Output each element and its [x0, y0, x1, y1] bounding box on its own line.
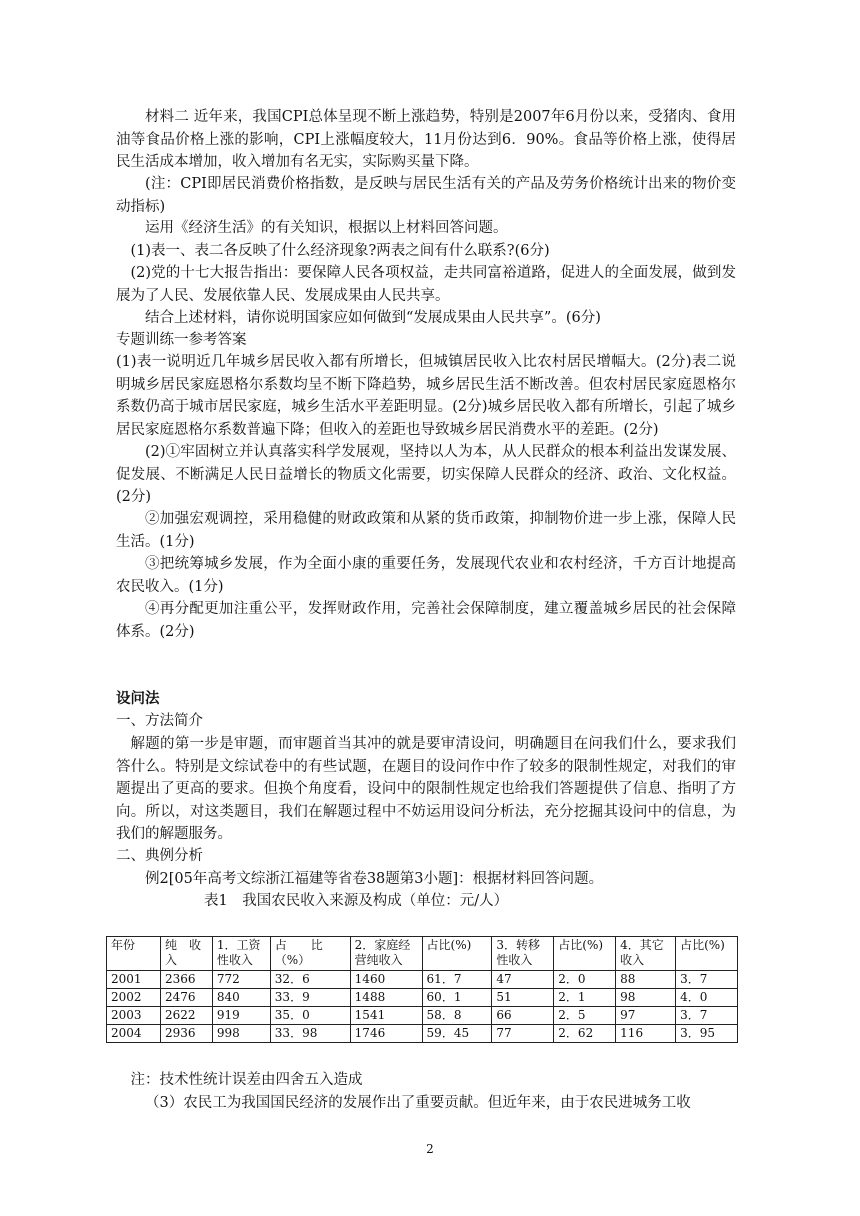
- table-cell: 35．0: [270, 1007, 350, 1025]
- method-intro-paragraph: 解题的第一步是审题，而审题首当其冲的就是要审清设问，明确题目在问我们什么，要求我们答什么。特别是文综试卷中的有些试题，在题目的设问作中作了较多的限制性规定，对我们的审题提出了更高的要求。但换个角度看，设问中的限制性规定也给我们答题提供了信息、指明了方向。所以，对这类题目，我们在解题过程中不妨运用设问分析法，充分挖掘其设问中的信息，为我们的解题服务。: [116, 736, 736, 842]
- table-cell: 32．6: [270, 971, 350, 989]
- subsection-example-analysis: 二、典例分析: [116, 848, 203, 864]
- header-cell: 占比(%): [676, 937, 738, 971]
- table-cell: 2004: [107, 1025, 161, 1043]
- table-cell: 77: [492, 1025, 554, 1043]
- header-cell: 占比(%): [422, 937, 492, 971]
- table-cell: 2002: [107, 989, 161, 1007]
- answer-two-point-four: ④再分配更加注重公平，发挥财政作用，完善社会保障制度，建立覆盖城乡居民的社会保障体系。(2分): [116, 601, 736, 640]
- table-cell: 2366: [160, 971, 212, 989]
- question-one: (1)表一、表二各反映了什么经济现象?两表之间有什么联系?(6分): [130, 243, 550, 259]
- table-cell: 2．62: [554, 1025, 616, 1043]
- table-cell: 88: [616, 971, 676, 989]
- header-cell: 3．转移性收入: [492, 937, 554, 971]
- table-cell: 2．1: [554, 989, 616, 1007]
- table-row: [107, 989, 738, 1007]
- farmer-income-table: [106, 936, 738, 1043]
- table-cell: 116: [616, 1025, 676, 1043]
- header-cell: 年份: [107, 937, 161, 971]
- header-cell: 占 比（%）: [270, 937, 350, 971]
- page-number: 2: [426, 1142, 434, 1156]
- question-three-intro: （3）农民工为我国国民经济的发展作出了重要贡献。但近年来，由于农民进城务工收: [145, 1095, 691, 1111]
- header-cell: 纯 收入: [160, 937, 212, 971]
- table-cell: 60．1: [422, 989, 492, 1007]
- table-cell: 998: [212, 1025, 270, 1043]
- answer-heading: 专题训练一参考答案: [116, 332, 247, 348]
- table-cell: 66: [492, 1007, 554, 1025]
- table-cell: 2．5: [554, 1007, 616, 1025]
- table-title: 表1 我国农民收入来源及构成（单位：元/人）: [204, 893, 509, 909]
- table-cell: 1488: [350, 989, 422, 1007]
- table-cell: 59．45: [422, 1025, 492, 1043]
- table-cell: 61．7: [422, 971, 492, 989]
- table-row: [107, 971, 738, 989]
- table-header-row: [107, 937, 738, 971]
- table-cell: 98: [616, 989, 676, 1007]
- header-cell: 1．工资性收入: [212, 937, 270, 971]
- table-cell: 840: [212, 989, 270, 1007]
- table-cell: 2622: [160, 1007, 212, 1025]
- table-cell: 51: [492, 989, 554, 1007]
- answer-two-point-three: ③把统筹城乡发展，作为全面小康的重要任务，发展现代农业和农村经济，千方百计地提高农民收入。(1分): [116, 556, 736, 595]
- subsection-method-intro: 一、方法简介: [116, 713, 203, 729]
- table-cell: 3．95: [676, 1025, 738, 1043]
- table-row: [107, 1007, 738, 1025]
- question-two-task: 结合上述材料，请你说明国家应如何做到“发展成果由人民共享”。(6分): [145, 310, 601, 326]
- answer-one: (1)表一说明近几年城乡居民收入都有所增长，但城镇居民收入比农村居民增幅大。(2分)表二说明城乡居民家庭恩格尔系数均呈不断下降趋势，城乡居民生活不断改善。但农村居民家庭恩格尔系数仍高于城市居民家庭，城乡生活水平差距明显。(2分)城乡居民收入都有所增长，引起了城乡居民家庭恩格尔系数普遍下降；但收入的差距也导致城乡居民消费水平的差距。(2分): [116, 354, 736, 438]
- table-cell: 47: [492, 971, 554, 989]
- answer-two-point-two: ②加强宏观调控，采用稳健的财政政策和从紧的货币政策，抑制物价进一步上涨，保障人民生活。(1分): [116, 511, 736, 550]
- table-cell: 1460: [350, 971, 422, 989]
- answer-two-point-one: (2)①牢固树立并认真落实科学发展观，坚持以人为本，从人民群众的根本利益出发谋发展、促发展、不断满足人民日益增长的物质文化需要，切实保障人民群众的经济、政治、文化权益。(2分): [116, 444, 736, 505]
- header-cell: 2．家庭经营纯收入: [350, 937, 422, 971]
- material-two-paragraph: 材料二 近年来，我国CPI总体呈现不断上涨趋势，特别是2007年6月份以来，受猪肉、食用油等食品价格上涨的影响，CPI上涨幅度较大，11月份达到6．90%。食品等价格上涨，使得居民生活成本增加，收入增加有名无实，实际购买量下降。: [116, 109, 736, 170]
- table-cell: 1541: [350, 1007, 422, 1025]
- table-cell: 2．0: [554, 971, 616, 989]
- table-cell: 2003: [107, 1007, 161, 1025]
- table-cell: 58．8: [422, 1007, 492, 1025]
- table-cell: 33．98: [270, 1025, 350, 1043]
- table-cell: 772: [212, 971, 270, 989]
- table-note: 注：技术性统计误差由四舍五入造成: [130, 1072, 363, 1088]
- table-cell: 2936: [160, 1025, 212, 1043]
- table-cell: 3．7: [676, 971, 738, 989]
- table-cell: 1746: [350, 1025, 422, 1043]
- instruction-text: 运用《经济生活》的有关知识，根据以上材料回答问题。: [145, 220, 508, 236]
- table-cell: 4．0: [676, 989, 738, 1007]
- question-two: (2)党的十七大报告指出：要保障人民各项权益，走共同富裕道路，促进人的全面发展，做到发展为了人民、发展依靠人民、发展成果由人民共享。: [116, 265, 736, 304]
- table-cell: 919: [212, 1007, 270, 1025]
- table-row: [107, 1025, 738, 1043]
- header-cell: 占比(%): [554, 937, 616, 971]
- table-cell: 33．9: [270, 989, 350, 1007]
- table-cell: 3．7: [676, 1007, 738, 1025]
- cpi-note: (注：CPI即居民消费价格指数，是反映与居民生活有关的产品及劳务价格统计出来的物价变动指标): [116, 176, 736, 215]
- table-cell: 2476: [160, 989, 212, 1007]
- table-cell: 97: [616, 1007, 676, 1025]
- example-two-prompt: 例2[05年高考文综浙江福建等省卷38题第3小题]：根据材料回答问题。: [145, 871, 604, 887]
- section-heading: 设问法: [116, 690, 160, 707]
- table-cell: 2001: [107, 971, 161, 989]
- header-cell: 4．其它收入: [616, 937, 676, 971]
